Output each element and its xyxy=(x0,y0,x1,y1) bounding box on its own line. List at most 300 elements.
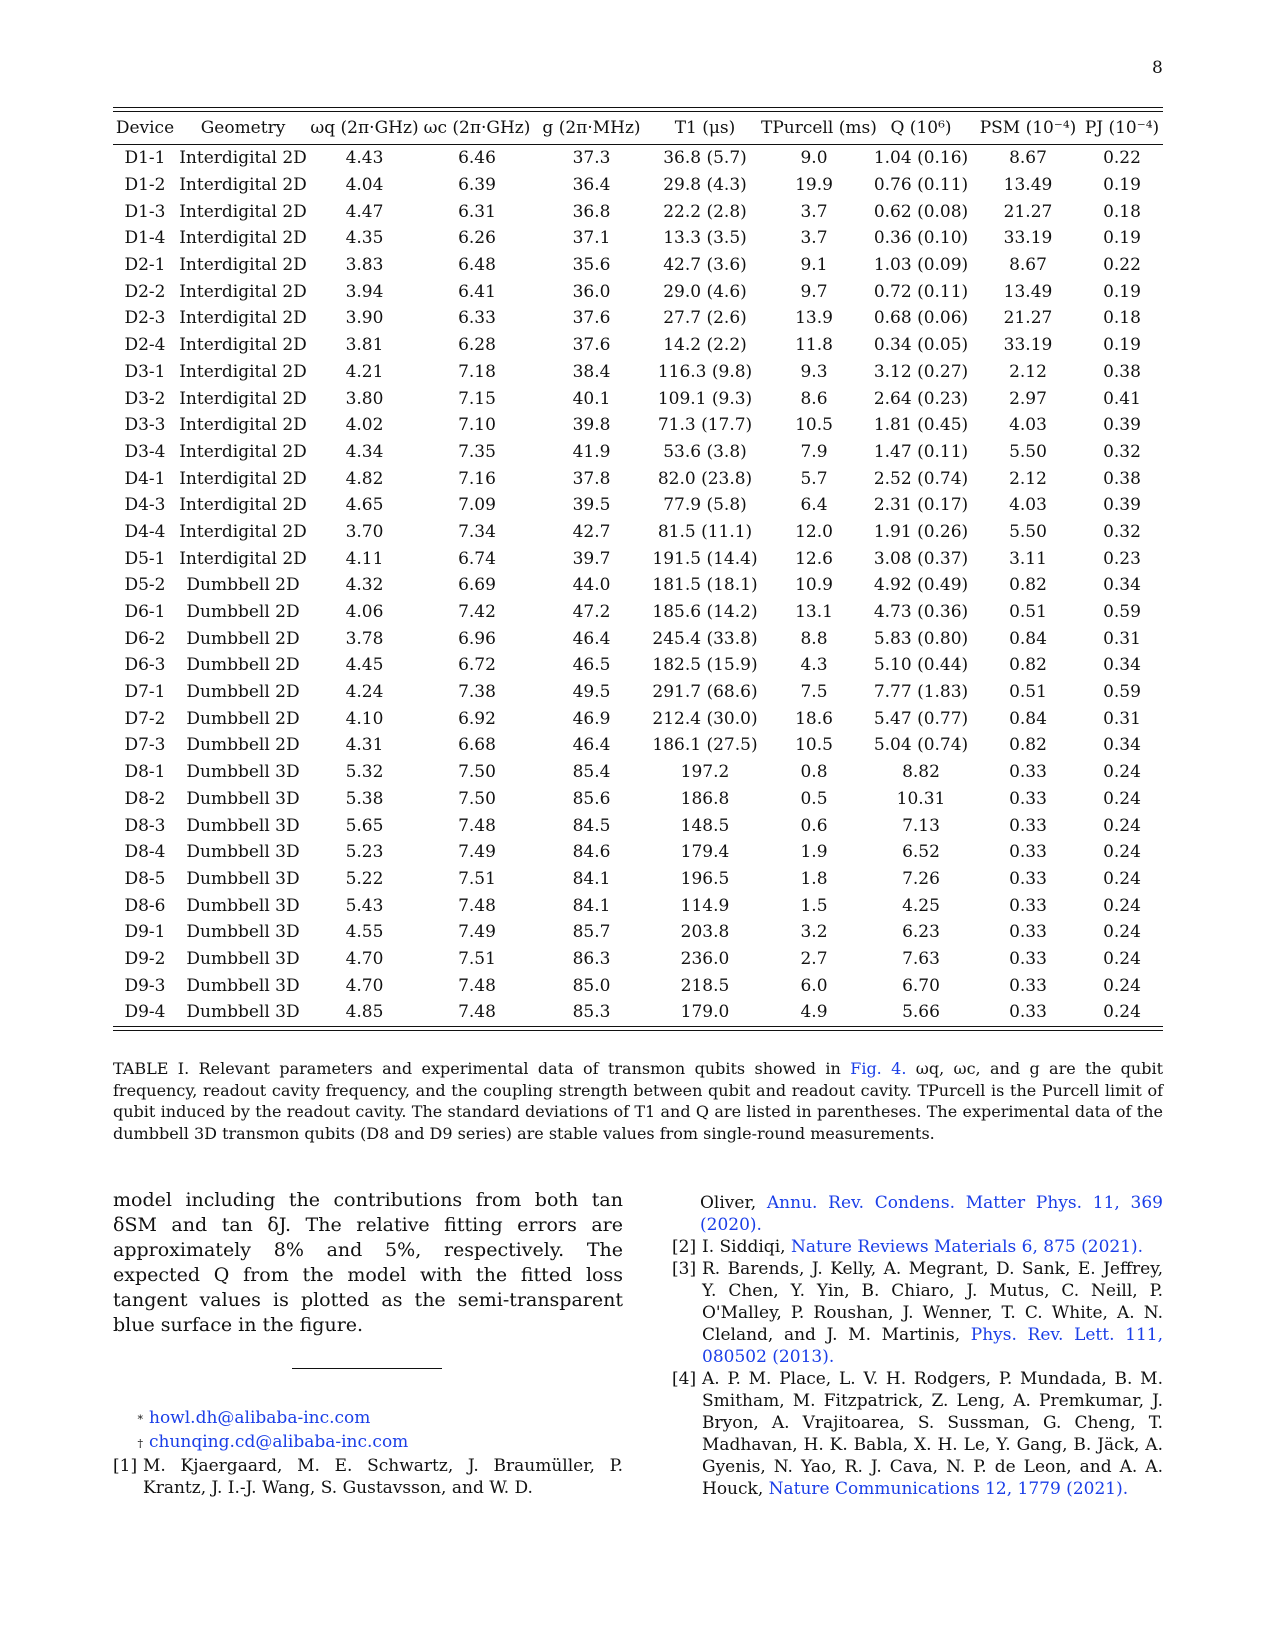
table-cell: 0.24 xyxy=(1103,815,1141,836)
table-cell: 1.5 xyxy=(800,895,828,916)
table-cell: 0.68 (0.06) xyxy=(873,308,969,329)
table-cell: 0.33 xyxy=(1009,1002,1047,1023)
table-cell: 0.34 (0.05) xyxy=(873,335,969,356)
table-cell: Dumbbell 2D xyxy=(186,602,300,623)
table-cell: 0.32 xyxy=(1103,441,1141,462)
table-cell: 203.8 xyxy=(680,922,730,943)
table-row xyxy=(113,332,1163,359)
table-cell: 12.6 xyxy=(795,548,833,569)
table-cell: 4.24 xyxy=(345,682,384,703)
table-cell: 5.23 xyxy=(345,842,384,863)
table-row xyxy=(113,385,1163,412)
table-cell: 0.24 xyxy=(1103,842,1141,863)
table-cell: 191.5 (14.4) xyxy=(652,548,758,569)
table-row xyxy=(113,732,1163,759)
table-cell: D2-3 xyxy=(124,308,166,329)
table-cell: 4.10 xyxy=(345,708,384,729)
table-row xyxy=(113,198,1163,225)
reference-link[interactable]: Annu. Rev. Condens. Matter Phys. 11, 369 (2020). xyxy=(700,1193,1163,1235)
table-cell: Interdigital 2D xyxy=(179,441,307,462)
table-cell: 5.50 xyxy=(1009,441,1047,462)
table-cell: 0.41 xyxy=(1103,388,1141,409)
table-cell: 4.43 xyxy=(345,148,384,169)
table-cell: 85.4 xyxy=(572,762,611,783)
table-row xyxy=(113,599,1163,626)
table-cell: 1.04 (0.16) xyxy=(873,148,969,169)
table-cell: Interdigital 2D xyxy=(179,308,307,329)
table-cell: 3.11 xyxy=(1009,548,1047,569)
table-row xyxy=(113,839,1163,866)
column-header: g (2π·MHz) xyxy=(542,118,641,138)
table-cell: 0.33 xyxy=(1009,842,1047,863)
table-cell: 46.5 xyxy=(572,655,611,676)
table-cell: 2.12 xyxy=(1009,468,1047,489)
table-cell: 7.77 (1.83) xyxy=(873,682,969,703)
table-cell: 6.31 xyxy=(458,201,496,222)
email-link[interactable]: chunqing.cd@alibaba-inc.com xyxy=(149,1432,409,1452)
footnotes xyxy=(113,1407,623,1499)
table-cell: Dumbbell 3D xyxy=(186,815,300,836)
table-cell: 0.38 xyxy=(1103,468,1141,489)
table-cell: 10.5 xyxy=(795,415,833,436)
table-cell: 0.82 xyxy=(1009,655,1047,676)
table-row xyxy=(113,465,1163,492)
table-cell: 6.74 xyxy=(458,548,496,569)
table-cell: Interdigital 2D xyxy=(179,228,307,249)
table-cell: D8-6 xyxy=(124,895,166,916)
email-link[interactable]: howl.dh@alibaba-inc.com xyxy=(149,1408,371,1428)
reference-number: [1] xyxy=(113,1456,138,1476)
table-cell: 0.31 xyxy=(1103,708,1141,729)
table-cell: 4.34 xyxy=(345,441,384,462)
table-cell: 0.33 xyxy=(1009,815,1047,836)
reference-number: [3] xyxy=(672,1259,697,1279)
table-cell: 46.9 xyxy=(572,708,611,729)
table-cell: 2.31 (0.17) xyxy=(873,495,969,516)
table-cell: 4.47 xyxy=(345,201,384,222)
table-cell: 185.6 (14.2) xyxy=(652,602,758,623)
table-cell: D9-3 xyxy=(124,975,166,996)
table-row xyxy=(113,786,1163,813)
table-cell: 0.24 xyxy=(1103,762,1141,783)
table-cell: 6.52 xyxy=(902,842,940,863)
table-row xyxy=(113,652,1163,679)
table-cell: 0.33 xyxy=(1009,948,1047,969)
table-row xyxy=(113,439,1163,466)
table-cell: D4-3 xyxy=(124,495,166,516)
table-cell: D2-2 xyxy=(124,281,166,302)
table-cell: 0.22 xyxy=(1103,255,1141,276)
caption-text-1: TABLE I. Relevant parameters and experimental data of transmon qubits showed in xyxy=(113,1059,851,1078)
table-cell: 37.6 xyxy=(572,308,611,329)
table-cell: 0.19 xyxy=(1103,281,1141,302)
table-cell: Interdigital 2D xyxy=(179,548,307,569)
table-cell: 218.5 xyxy=(680,975,730,996)
table-cell: 4.31 xyxy=(345,735,384,756)
reference-1 xyxy=(113,1455,623,1499)
table-cell: 148.5 xyxy=(680,815,730,836)
table-cell: 84.5 xyxy=(572,815,611,836)
table-cell: 2.97 xyxy=(1009,388,1047,409)
table-cell: 2.64 (0.23) xyxy=(873,388,969,409)
table-cell: 47.2 xyxy=(572,602,611,623)
table-cell: 7.49 xyxy=(458,842,496,863)
table-cell: 84.6 xyxy=(572,842,611,863)
table-cell: 7.51 xyxy=(458,868,496,889)
table-cell: 0.33 xyxy=(1009,975,1047,996)
table-cell: 7.51 xyxy=(458,948,496,969)
table-cell: 4.92 (0.49) xyxy=(873,575,969,596)
table-cell: 5.22 xyxy=(345,868,384,889)
table-cell: 212.4 (30.0) xyxy=(652,708,758,729)
table-row xyxy=(113,892,1163,919)
table-cell: 1.81 (0.45) xyxy=(873,415,969,436)
table-row xyxy=(113,545,1163,572)
table-cell: 7.48 xyxy=(458,975,496,996)
table-cell: Interdigital 2D xyxy=(179,148,307,169)
table-cell: 41.9 xyxy=(572,441,611,462)
table-cell: 6.23 xyxy=(902,922,940,943)
table-cell: Dumbbell 2D xyxy=(186,735,300,756)
table-cell: 21.27 xyxy=(1003,201,1053,222)
table-cell: D1-3 xyxy=(124,201,166,222)
table-cell: 46.4 xyxy=(572,735,611,756)
table-cell: Interdigital 2D xyxy=(179,335,307,356)
table-cell: 46.4 xyxy=(572,628,611,649)
table-cell: 0.51 xyxy=(1009,602,1047,623)
table-cell: Interdigital 2D xyxy=(179,521,307,542)
table-cell: 0.24 xyxy=(1103,788,1141,809)
table-cell: 0.62 (0.08) xyxy=(873,201,969,222)
table-cell: D6-2 xyxy=(124,628,166,649)
table-cell: 0.34 xyxy=(1103,655,1141,676)
table-cell: 3.08 (0.37) xyxy=(873,548,969,569)
table-cell: 4.03 xyxy=(1009,495,1047,516)
table-cell: 0.59 xyxy=(1103,602,1141,623)
table-cell: 77.9 (5.8) xyxy=(663,495,747,516)
table-row xyxy=(113,172,1163,199)
table-cell: 182.5 (15.9) xyxy=(652,655,758,676)
table-cell: 14.2 (2.2) xyxy=(663,335,747,356)
table-cell: 6.72 xyxy=(458,655,496,676)
table-cell: Dumbbell 3D xyxy=(186,868,300,889)
table-cell: D7-2 xyxy=(124,708,166,729)
table-cell: 6.33 xyxy=(458,308,496,329)
table-cell: 4.02 xyxy=(345,415,384,436)
table-cell: 36.0 xyxy=(572,281,611,302)
table-row xyxy=(113,866,1163,893)
table-cell: 19.9 xyxy=(795,175,833,196)
table-row xyxy=(113,225,1163,252)
table-cell: 186.1 (27.5) xyxy=(652,735,758,756)
table-cell: 4.82 xyxy=(345,468,384,489)
table-cell: 33.19 xyxy=(1003,335,1053,356)
reference-number: [4] xyxy=(672,1369,697,1389)
table-cell: 44.0 xyxy=(572,575,611,596)
table-cell: 3.81 xyxy=(345,335,384,356)
table-cell: 6.26 xyxy=(458,228,496,249)
table-cell: 4.03 xyxy=(1009,415,1047,436)
table-cell: 0.18 xyxy=(1103,201,1141,222)
table-cell: 0.34 xyxy=(1103,735,1141,756)
table-cell: Interdigital 2D xyxy=(179,281,307,302)
table-cell: 0.19 xyxy=(1103,335,1141,356)
column-header: TPurcell (ms) xyxy=(761,118,877,138)
table-cell: 6.41 xyxy=(458,281,496,302)
table-cell: 6.4 xyxy=(800,495,828,516)
table-row xyxy=(113,625,1163,652)
table-cell: D7-3 xyxy=(124,735,166,756)
table-cell: 0.72 (0.11) xyxy=(873,281,969,302)
table-cell: 1.9 xyxy=(800,842,828,863)
table-cell: 0.8 xyxy=(800,762,828,783)
table-cell: Dumbbell 2D xyxy=(186,682,300,703)
table-cell: 2.7 xyxy=(800,948,828,969)
table-cell: 4.11 xyxy=(345,548,384,569)
table-cell: 4.35 xyxy=(345,228,384,249)
table-row xyxy=(113,412,1163,439)
table-cell: 6.0 xyxy=(800,975,828,996)
table-cell: 6.46 xyxy=(458,148,496,169)
table-cell: 0.76 (0.11) xyxy=(873,175,969,196)
table-cell: 9.3 xyxy=(800,361,828,382)
table-row xyxy=(113,519,1163,546)
table-row xyxy=(113,759,1163,786)
table-row xyxy=(113,999,1163,1026)
table-cell: 85.6 xyxy=(572,788,611,809)
table-cell: Interdigital 2D xyxy=(179,201,307,222)
table-cell: 49.5 xyxy=(572,682,611,703)
table-cell: 3.94 xyxy=(345,281,384,302)
table-cell: 0.18 xyxy=(1103,308,1141,329)
table-cell: 3.83 xyxy=(345,255,384,276)
table-cell: 0.84 xyxy=(1009,708,1047,729)
table-cell: 197.2 xyxy=(680,762,730,783)
table-row xyxy=(113,705,1163,732)
table-cell: D8-4 xyxy=(124,842,166,863)
table-cell: 4.3 xyxy=(800,655,828,676)
table-cell: 42.7 (3.6) xyxy=(663,255,747,276)
table-cell: 5.66 xyxy=(902,1002,940,1023)
table-cell: D1-1 xyxy=(124,148,166,169)
table-cell: 21.27 xyxy=(1003,308,1053,329)
table-cell: 109.1 (9.3) xyxy=(657,388,753,409)
table-cell: 35.6 xyxy=(572,255,611,276)
reference-link[interactable]: Phys. Rev. Lett. 111, 080502 (2013). xyxy=(702,1325,1163,1367)
table-cell: 37.3 xyxy=(572,148,611,169)
reference-3 xyxy=(672,1258,1163,1368)
table-cell: 37.8 xyxy=(572,468,611,489)
table-cell: Dumbbell 3D xyxy=(186,975,300,996)
table-cell: 13.49 xyxy=(1003,175,1053,196)
table-cell: 85.7 xyxy=(572,922,611,943)
table-cell: Dumbbell 3D xyxy=(186,948,300,969)
table-cell: 38.4 xyxy=(572,361,611,382)
table-row xyxy=(113,278,1163,305)
table-cell: 37.1 xyxy=(572,228,611,249)
table-cell: 5.7 xyxy=(800,468,828,489)
table-cell: Interdigital 2D xyxy=(179,415,307,436)
table-cell: 42.7 xyxy=(572,521,611,542)
table-cell: 53.6 (3.8) xyxy=(663,441,747,462)
table-cell: 84.1 xyxy=(572,895,611,916)
table-cell: 1.47 (0.11) xyxy=(873,441,969,462)
table-cell: 39.7 xyxy=(572,548,611,569)
table-cell: 3.70 xyxy=(345,521,384,542)
table-cell: 5.43 xyxy=(345,895,384,916)
table-body xyxy=(113,145,1163,1026)
table-cell: 0.24 xyxy=(1103,868,1141,889)
table-cell: 0.59 xyxy=(1103,682,1141,703)
table-cell: 0.33 xyxy=(1009,788,1047,809)
table-cell: Dumbbell 2D xyxy=(186,655,300,676)
table-cell: 196.5 xyxy=(680,868,730,889)
table-row xyxy=(113,919,1163,946)
table-cell: 3.2 xyxy=(800,922,828,943)
table-cell: D8-3 xyxy=(124,815,166,836)
table-cell: 7.38 xyxy=(458,682,496,703)
reference-link[interactable]: Nature Reviews Materials 6, 875 (2021). xyxy=(790,1237,1144,1257)
table-cell: 0.38 xyxy=(1103,361,1141,382)
table-cell: 7.10 xyxy=(458,415,496,436)
table-cell: 179.0 xyxy=(680,1002,730,1023)
reference-text: A. P. M. Place, L. V. H. Rodgers, P. Mundada, B. M. Smitham, M. Fitzpatrick, Z. Leng, A. Premkumar, J. Bryon, A. Vrajitoarea, S. Sussman, G. Cheng, T. Madhavan, H. K. Babla, X. H. Le, Y. Gang, B. Jäck, A. Gyenis, N. Yao, R. J. Cava, N. P. de Leon, and A. A. Houck, xyxy=(702,1369,1163,1499)
table-cell: 4.55 xyxy=(345,922,384,943)
table-cell: 4.9 xyxy=(800,1002,828,1023)
table-cell: 82.0 (23.8) xyxy=(657,468,753,489)
table-cell: 114.9 xyxy=(680,895,730,916)
table-header-row xyxy=(113,112,1163,144)
table-cell: 8.82 xyxy=(902,762,940,783)
table-cell: 6.69 xyxy=(458,575,496,596)
references-column xyxy=(672,1192,1163,1500)
caption-text-2: ωq, ωc, and g are the qubit frequency, readout cavity frequency, and the coupling strength between qubit and readout cavity. TPurcell is the Purcell limit of qubit induced by the readout cavity. The standard deviations of T1 and Q are listed in parentheses. The experimental data of the dumbbell 3D transmon qubits (D8 and D9 series) are stable values from single-round measurements. xyxy=(113,1059,1163,1143)
reference-text: R. Barends, J. Kelly, A. Megrant, D. Sank, E. Jeffrey, Y. Chen, Y. Yin, B. Chiaro, J. Mutus, C. Neill, P. O'Malley, P. Roushan, J. Wenner, T. C. White, A. N. Cleland, and J. M. Martinis, xyxy=(702,1259,1163,1345)
table-cell: Dumbbell 3D xyxy=(186,922,300,943)
table-cell: 4.45 xyxy=(345,655,384,676)
table-row xyxy=(113,572,1163,599)
table-cell: 4.04 xyxy=(345,175,384,196)
table-row xyxy=(113,812,1163,839)
footnote-2 xyxy=(113,1431,623,1455)
table-cell: D3-2 xyxy=(124,388,166,409)
table-cell: 0.19 xyxy=(1103,228,1141,249)
figure-link[interactable]: Fig. 4. xyxy=(850,1059,907,1078)
table-cell: 8.67 xyxy=(1009,255,1047,276)
table-cell: 0.24 xyxy=(1103,948,1141,969)
footnote-mark: * xyxy=(137,1413,143,1426)
table-cell: 3.90 xyxy=(345,308,384,329)
table-cell: 10.5 xyxy=(795,735,833,756)
table-cell: 85.0 xyxy=(572,975,611,996)
table-cell: 0.33 xyxy=(1009,895,1047,916)
column-header: Device xyxy=(115,118,175,138)
table-row xyxy=(113,359,1163,386)
table-cell: D8-1 xyxy=(124,762,166,783)
table-cell: 7.42 xyxy=(458,602,496,623)
table-cell: 4.06 xyxy=(345,602,384,623)
table-cell: Interdigital 2D xyxy=(179,175,307,196)
table-cell: 7.5 xyxy=(800,682,828,703)
table-cell: 3.78 xyxy=(345,628,384,649)
table-cell: 6.68 xyxy=(458,735,496,756)
table-cell: Interdigital 2D xyxy=(179,468,307,489)
table-cell: 0.82 xyxy=(1009,735,1047,756)
table-cell: 8.6 xyxy=(800,388,828,409)
table-cell: 0.36 (0.10) xyxy=(873,228,969,249)
table-cell: Dumbbell 2D xyxy=(186,575,300,596)
table-cell: 2.12 xyxy=(1009,361,1047,382)
table-cell: 9.0 xyxy=(800,148,828,169)
table-cell: 236.0 xyxy=(680,948,730,969)
table-cell: 4.65 xyxy=(345,495,384,516)
table-cell: 4.21 xyxy=(345,361,384,382)
table-cell: 13.3 (3.5) xyxy=(663,228,747,249)
table-cell: 4.70 xyxy=(345,948,384,969)
table-row xyxy=(113,972,1163,999)
table-cell: 4.25 xyxy=(902,895,940,916)
column-header: T1 (μs) xyxy=(674,118,736,138)
table-cell: 6.92 xyxy=(458,708,496,729)
table-cell: 5.10 (0.44) xyxy=(873,655,969,676)
reference-1-continued xyxy=(672,1192,1163,1236)
column-header: PSM (10⁻⁴) xyxy=(979,118,1077,138)
table-cell: Interdigital 2D xyxy=(179,495,307,516)
table-caption xyxy=(113,1058,1163,1144)
table-cell: D5-2 xyxy=(124,575,166,596)
table-cell: 10.31 xyxy=(896,788,946,809)
reference-link[interactable]: Nature Communications 12, 1779 (2021). xyxy=(768,1479,1129,1499)
table-cell: 116.3 (9.8) xyxy=(657,361,753,382)
table-cell: 0.39 xyxy=(1103,495,1141,516)
table-cell: 4.70 xyxy=(345,975,384,996)
table-cell: 12.0 xyxy=(795,521,833,542)
table-cell: 179.4 xyxy=(680,842,730,863)
table-cell: Dumbbell 3D xyxy=(186,1002,300,1023)
table-cell: D3-4 xyxy=(124,441,166,462)
table-cell: 7.48 xyxy=(458,1002,496,1023)
table-row xyxy=(113,946,1163,973)
table-cell: 33.19 xyxy=(1003,228,1053,249)
table-cell: D4-1 xyxy=(124,468,166,489)
table-row xyxy=(113,492,1163,519)
table-cell: 4.73 (0.36) xyxy=(873,602,969,623)
parameters-table xyxy=(113,107,1163,1031)
table-cell: 18.6 xyxy=(795,708,833,729)
table-cell: 5.65 xyxy=(345,815,384,836)
footnote-mark: † xyxy=(137,1437,143,1450)
table-cell: 0.82 xyxy=(1009,575,1047,596)
table-cell: 0.33 xyxy=(1009,922,1047,943)
table-cell: 10.9 xyxy=(795,575,833,596)
table-cell: 9.1 xyxy=(800,255,828,276)
table-cell: 0.6 xyxy=(800,815,828,836)
reference-2 xyxy=(672,1236,1163,1258)
page-number: 8 xyxy=(1152,58,1163,78)
table-cell: 1.8 xyxy=(800,868,828,889)
table-cell: 86.3 xyxy=(572,948,611,969)
table-cell: 0.22 xyxy=(1103,148,1141,169)
table-cell: D3-3 xyxy=(124,415,166,436)
table-cell: 0.84 xyxy=(1009,628,1047,649)
table-cell: 5.50 xyxy=(1009,521,1047,542)
table-cell: 7.18 xyxy=(458,361,496,382)
table-cell: 29.0 (4.6) xyxy=(663,281,747,302)
table-cell: D9-1 xyxy=(124,922,166,943)
table-cell: 36.8 xyxy=(572,201,611,222)
table-cell: 5.04 (0.74) xyxy=(873,735,969,756)
table-cell: D9-2 xyxy=(124,948,166,969)
